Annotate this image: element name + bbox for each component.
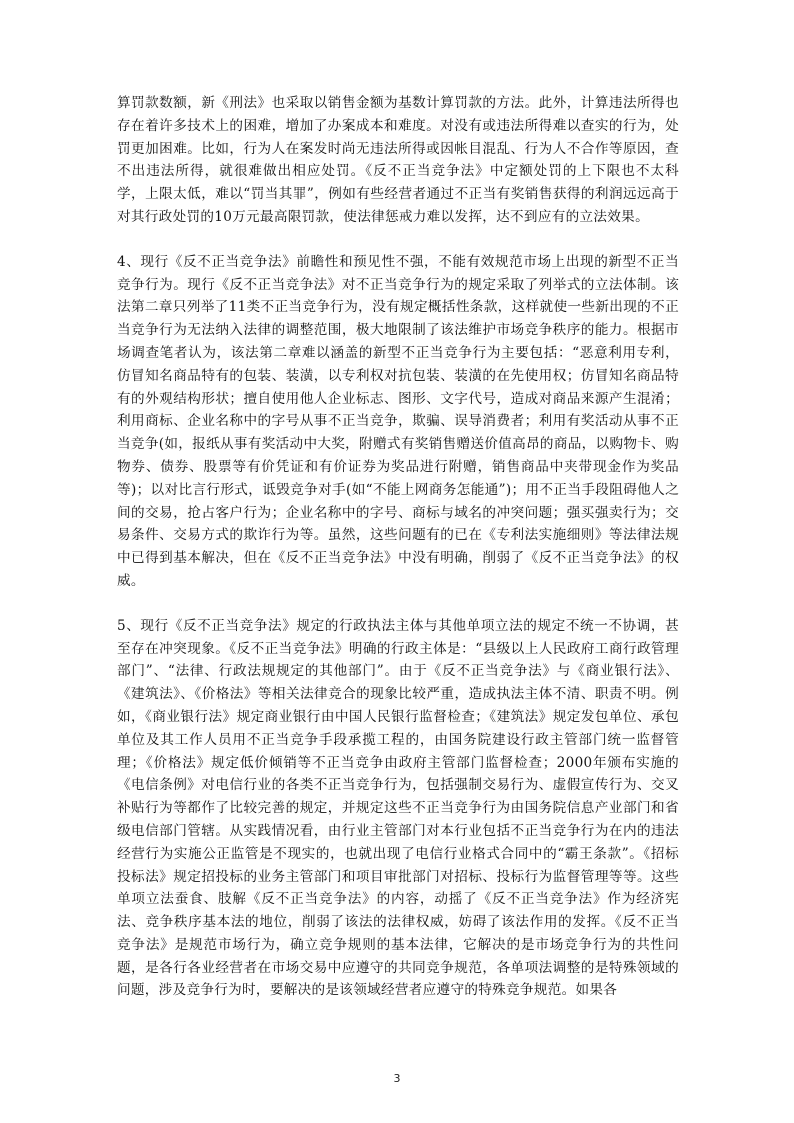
paragraph-point-5: 5、现行《反不正当竞争法》规定的行政执法主体与其他单项立法的规定不统一不协调，甚至存在冲突现象。《反不正当竞争法》明确的行政主体是：“县级以上人民政府工商行政管理部门”、“法律、行政法规规定的其他部门”。由于《反不正当竞争法》与《商业银行法》、《建筑法》、《价格法》等相关法律竞合的现象比较严重，造成执法主体不清、职责不明。例如，《商业银行法》规定商业银行由中国人民银行监督检查；《建筑法》规定发包单位、承包单位及其工作人员用不正当竞争手段承揽工程的，由国务院建设行政主管部门统一监督管理；《价格法》规定低价倾销等不正当竞争由政府主管部门监督检查；2000年颁布实施的《电信条例》对电信行业的各类不正当竞争行为，包括强制交易行为、虚假宣传行为、交叉补贴行为等都作了比较完善的规定，并规定这些不正当竞争行为由国务院信息产业部门和省级电信部门管辖。从实践情况看，由行业主管部门对本行业包括不正当竞争行为在内的违法经营行为实施公正监管是不现实的，也就出现了电信行业格式合同中的“霸王条款”。《招标投标法》规定招投标的业务主管部门和项目审批部门对招标、投标行为监督管理等等。这些单项立法蚕食、肢解《反不正当竞争法》的内容，动摇了《反不正当竞争法》作为经济宪法、竞争秩序基本法的地位，削弱了该法的法律权威，妨碍了该法作用的发挥。《反不正当竞争法》是规范市场行为，确立竞争规则的基本法律，它解决的是市场竞争行为的共性问题，是各行各业经营者在市场交易中应遵守的共同竞争规范，各单项法调整的是特殊领域的问题，涉及竞争行为时，要解决的是该领域经营者应遵守的特殊竞争规范。如果各 [117, 617, 679, 999]
paragraph-point-4: 4、现行《反不正当竞争法》前瞻性和预见性不强，不能有效规范市场上出现的新型不正当竞争行为。现行《反不正当竞争法》对不正当竞争行为的规定采取了列举式的立法体制。该法第二章只列举了11类不正当竞争行为，没有规定概括性条款，这样就使一些新出现的不正当竞争行为无法纳入法律的调整范围，极大地限制了该法维护市场竞争秩序的能力。根据市场调查笔者认为，该法第二章难以涵盖的新型不正当竞争行为主要包括：“恶意利用专利，仿冒知名商品特有的包装、装潢，以专利权对抗包装、装潢的在先使用权；仿冒知名商品特有的外观结构形状；擅自使用他人企业标志、图形、文字代号，造成对商品来源产生混淆；利用商标、企业名称中的字号从事不正当竞争，欺骗、误导消费者；利用有奖活动从事不正当竞争(如，报纸从事有奖活动中大奖，附赠式有奖销售赠送价值高昂的商品，以购物卡、购物券、债券、股票等有价凭证和有价证券为奖品进行附赠，销售商品中夹带现金作为奖品等)；以对比言行形式，诋毁竞争对手(如“不能上网商务怎能通”)；用不正当手段阻碍他人之间的交易，抢占客户行为；企业名称中的字号、商标与域名的冲突问题；强买强卖行为；交易条件、交易方式的欺诈行为等。虽然，这些问题有的已在《专利法实施细则》等法律法规中已得到基本解决，但在《反不正当竞争法》中没有明确，削弱了《反不正当竞争法》的权威。 [117, 253, 679, 589]
page-number: 3 [393, 1072, 401, 1085]
document-body [117, 92, 679, 1002]
paragraph-penalty-calculation: 算罚款数额，新《刑法》也采取以销售金额为基数计算罚款的方法。此外，计算违法所得也存在着许多技术上的困难，增加了办案成本和难度。对没有或违法所得难以查实的行为，处罚更加困难。比如，行为人在案发时尚无违法所得或因帐目混乱、行为人不合作等原因，查不出违法所得，就很难做出相应处罚。《反不正当竞争法》中定额处罚的上下限也不太科学，上限太低，难以“罚当其罪”，例如有些经营者通过不正当有奖销售获得的利润远远高于对其行政处罚的10万元最高限罚款，使法律惩戒力难以发挥，达不到应有的立法效果。 [117, 95, 679, 225]
